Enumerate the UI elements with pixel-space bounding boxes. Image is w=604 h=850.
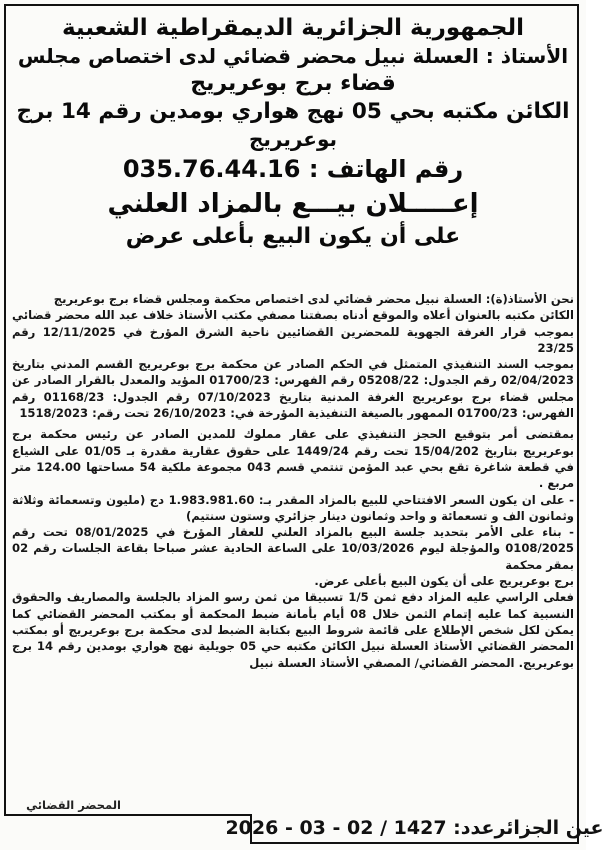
announcement-body xyxy=(12,291,574,671)
publication-footer xyxy=(225,814,604,844)
body-paragraph-highest-bid: برج بوعريريج على أن يكون البيع بأعلى عرض. xyxy=(314,574,574,589)
bailiff-signature: المحضر القضائي xyxy=(26,798,121,812)
auction-title: إعـــــلان بيـــع بالمزاد العلني xyxy=(107,189,479,219)
body-paragraph-payment-terms: فعلى الراسي عليه المزاد دفع ثمن 1/5 تسبيقا من ثمن رسو المزاد بالجلسة والمصاريف والحقوق النسبية كما عليه إتمام الثمن خلال 08 أيام بأمانة ضبط المحكمة أو بمكتب المحضر القضائي كما يمكن لكل شخص الإطلاع على قائمة شروط البيع بكتابة الضبط لدى محكمة برج بوعريريج أو بمكتب المحضر القضائي الأستاذ العسلة نبيل الكائن مكتبه حي 05 جويلية نهج هواري بومدين رقم 14 برج بوعريريج. المحضر القضائي/ المصفي الأستاذ العسلة نبيل xyxy=(12,590,574,670)
body-paragraph-liquidator: الكائن مكتبه بالعنوان أعلاه والموقع أدناه بصفتنا مصفي مكتب الأستاذ خلاف عبد الله محضر قضائي بموجب قرار الغرفة الجهوية للمحضرين القضائيين ناحية الشرق المؤرخ في 12/11/2025 رقم 23/25 xyxy=(12,308,574,355)
announcement-header xyxy=(14,14,572,252)
phone-number: رقم الهاتف : 035.76.44.16 xyxy=(122,155,464,183)
auction-subtitle: على أن يكون البيع بأعلى عرض xyxy=(125,224,461,249)
body-paragraph-enforcement-title: بموجب السند التنفيذي المتمثل في الحكم الصادر عن محكمة برج بوعريريج القسم المدني بتاريخ 02/04/2023 رقم الجدول: 05208/22 رقم الفهرس: 01700/23 المؤيد والمعدل بالقرار الصادر عن مجلس قضاء برج بوعريريج الغرفة المدنية بتاريخ 07/10/2023 رقم الجدول: 01168/23 رقم الفهرس: 01700/23 الممهور بالصيغة التنفيذية المؤرخة في: 26/10/2023 تحت رقم: 1518/2023 xyxy=(12,357,575,421)
bailiff-name-line: الأستاذ : العسلة نبيل محضر قضائي لدى اختصاص مجلس xyxy=(17,44,569,68)
office-city-line: بوعريريج xyxy=(248,127,338,151)
body-paragraph-session-date: - بناء على الأمر بتحديد جلسة البيع بالمزاد العلني للعقار المؤرخ في 08/01/2025 تحت رقم 0108/2025 والمؤجلة ليوم 10/03/2026 على الساعة الحادية عشر صباحا بقاعة الجلسات رقم 02 بمقر محكمة xyxy=(12,525,575,572)
body-paragraph-seizure-order: بمقتضى أمر بتوقيع الحجز التنفيذي على عقار مملوك للمدين الصادر عن رئيس محكمة برج بوعريريج بتاريخ 15/04/202 تحت رقم 1449/24 على حقوق عقارية مقدرة بـ 01/05 على الشياع في قطعة شاغرة تقع بحي عبد المؤمن تنتمي قسم 043 مجموعة ملكية 54 مساحتها 124.00 متر مربع . xyxy=(12,427,574,491)
publication-issue: عين الجزائرعدد: 1427 / 02 - 03 - 2026 xyxy=(225,817,604,839)
body-paragraph-bailiff: نحن الأستاذ(ة): العسلة نبيل محضر قضائي لدى اختصاص محكمة ومجلس قضاء برج بوعريريج xyxy=(53,292,574,306)
body-paragraph-opening-price: - على ان يكون السعر الافتتاحي للبيع بالمزاد المقدر بـ: 1.983.981.60 دج (مليون وتسعمائة وثلاثة وثمانون الف و تسعمائة و واحد وثمانون دينار جزائري وستون سنتيم) xyxy=(12,492,574,523)
republic-title: الجمهورية الجزائرية الديمقراطية الشعبية xyxy=(61,15,525,41)
court-line: قضاء برج بوعريريج xyxy=(190,71,396,96)
office-address-line: الكائن مكتبه بحي 05 نهج هواري بومدين رقم 14 برج xyxy=(16,99,570,124)
